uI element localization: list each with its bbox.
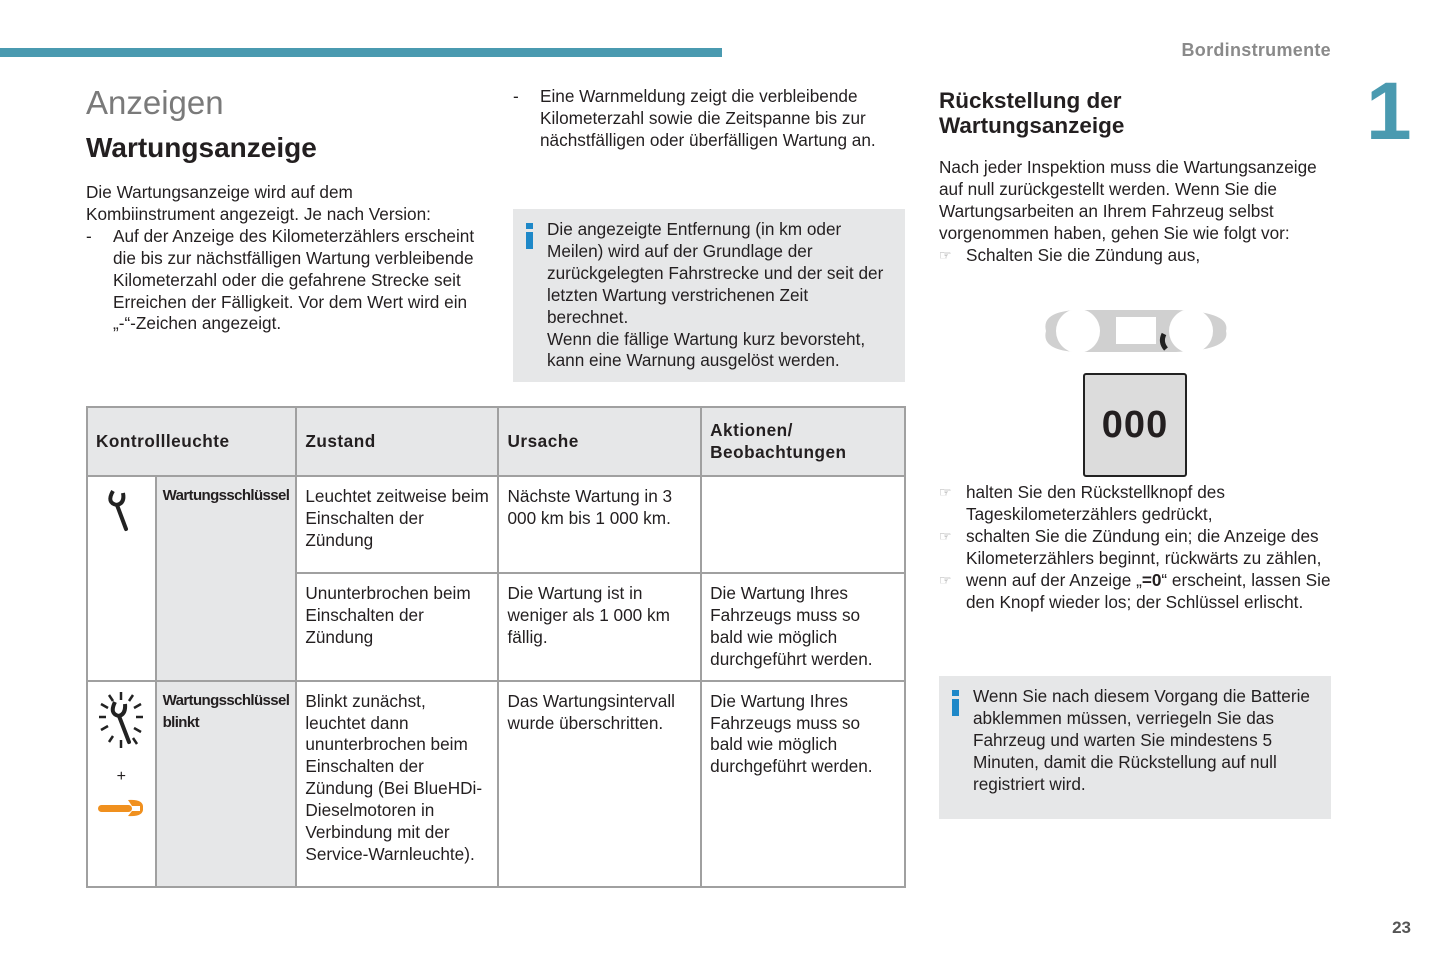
icon-cell [87,681,156,887]
page-number: 23 [1392,918,1411,937]
page-title: Anzeigen [86,84,224,121]
step-text: Schalten Sie die Zündung aus, [966,244,1201,265]
pointing-hand-icon: ☞ [939,246,952,263]
warning-table [86,406,906,888]
cell-zustand: Ununterbrochen beim Einschalten der Zündung [296,573,498,681]
step [939,245,1339,267]
step-text: halten Sie den Rückstellknopf des Tageskilometerzählers gedrückt, [966,482,1225,524]
cell-aktion: Die Wartung Ihres Fahrzeugs muss so bald wie möglich durchgeführt werden. [701,573,905,681]
bullet: - Eine Warnmeldung zeigt die verbleibende Kilometerzahl sowie die Zeitspanne bis zur nächstfälligen oder überfälligen Wartung an. [513,86,903,152]
right-steps [939,482,1339,613]
left-text [86,182,486,335]
step [939,482,1339,526]
info-icon [951,690,959,716]
header-accent-bar [0,48,722,57]
section-header: Bordinstrumente [1181,40,1331,60]
info-icon [525,223,533,249]
step-text-part: wenn auf der Anzeige „ [966,569,1142,590]
wrench-blinking-icon [91,690,151,756]
cell-zustand: Blinkt zunächst, leuchtet dann ununterbrochen beim Einschalten der Zündung (Bei BlueHDi-Dieselmotoren in Verbindung mit der Service-Warnleuchte). [296,681,498,887]
intro-text: Die Wartungsanzeige wird auf dem Kombiinstrument angezeigt. Je nach Version: [86,182,431,224]
step [939,526,1339,570]
info-text: Wenn Sie nach diesem Vorgang die Batterie abklemmen müssen, verriegeln Sie das Fahrzeug und warten Sie mindestens 5 Minuten, damit die Rückstellung auf null registriert wird. [973,686,1310,794]
right-text [939,157,1339,267]
bullet-text: Eine Warnmeldung zeigt die verbleibende Kilometerzahl sowie die Zeitspanne bis zur nächstfälligen oder überfälligen Wartung an. [540,86,876,150]
column-header: Aktionen/ Beobachtungen [701,407,905,476]
icon-cell [87,476,156,681]
table-row [87,681,905,887]
cell-aktion: Die Wartung Ihres Fahrzeugs muss so bald wie möglich durchgeführt werden. [701,681,905,887]
wrench-icon [101,485,141,537]
instrument-cluster-icon [1036,302,1236,360]
indicator-label: Wartungsschlüssel blinkt [156,681,297,887]
cell-ursache: Das Wartungsintervall wurde überschritten. [498,681,701,887]
info-box [939,676,1331,819]
chapter-number: 1 [1366,66,1412,157]
odometer-display: 000 [1083,373,1187,477]
info-text: Die angezeigte Entfernung (in km oder Meilen) wird auf der Grundlage der zurückgelegten Fahrstrecke und der seit der letzten Wartung verstrichenen Zeit berechnet. [547,219,884,327]
step [939,570,1339,614]
pointing-hand-icon: ☞ [939,527,952,544]
cell-zustand: Leuchtet zeitweise beim Einschalten der Zündung [296,476,498,573]
plus-sign: + [116,767,126,785]
reset-title: Rückstellung der Wartungsanzeige [939,88,1125,138]
cell-ursache: Die Wartung ist in weniger als 1 000 km fällig. [498,573,701,681]
bullet-text: Auf der Anzeige des Kilometerzählers erscheint die bis zur nächstfälligen Wartung verbleibende Kilometerzahl oder die gefahrene Strecke seit Erreichen der Fälligkeit. Vor dem Wert wird ein „-“-Zeichen angezeigt. [113,225,475,334]
column-header: Zustand [296,407,498,476]
table-row [87,476,905,573]
service-wrench-orange-icon [96,797,146,819]
info-box [513,209,905,382]
intro-text: Nach jeder Inspektion muss die Wartungsanzeige auf null zurückgestellt werden. Wenn Sie die Wartungsarbeiten an Ihrem Fahrzeug selbst vorgenommen haben, gehen Sie wie folgt vor: [939,157,1317,243]
column-header: Ursache [498,407,701,476]
section-title: Wartungsanzeige [86,132,317,163]
bullet: - Auf der Anzeige des Kilometerzählers erscheint die bis zur nächstfälligen Wartung verbleibende Kilometerzahl oder die gefahrene Strecke seit Erreichen der Fälligkeit. Vor dem Wert wird ein „-“-Zeichen angezeigt. [86,226,486,336]
middle-text [513,86,903,152]
column-header: Kontrollleuchte [87,407,296,476]
step-text [966,570,1339,614]
cell-ursache: Nächste Wartung in 3 000 km bis 1 000 km. [498,476,701,573]
step-text-part: “ erscheint, lassen Sie den Knopf wieder los; der Schlüssel erlischt. [966,569,1331,612]
cell-aktion [701,476,905,573]
step-text: schalten Sie die Zündung ein; die Anzeige des Kilometerzählers beginnt, rückwärts zu zählen, [966,525,1322,568]
indicator-label: Wartungsschlüssel [156,476,297,681]
info-text: Wenn die fällige Wartung kurz bevorsteht, kann eine Warnung ausgelöst werden. [547,328,866,371]
pointing-hand-icon: ☞ [939,571,952,588]
step-text-bold: =0 [1141,569,1162,590]
table-header-row [87,407,905,476]
pointing-hand-icon: ☞ [939,484,952,500]
